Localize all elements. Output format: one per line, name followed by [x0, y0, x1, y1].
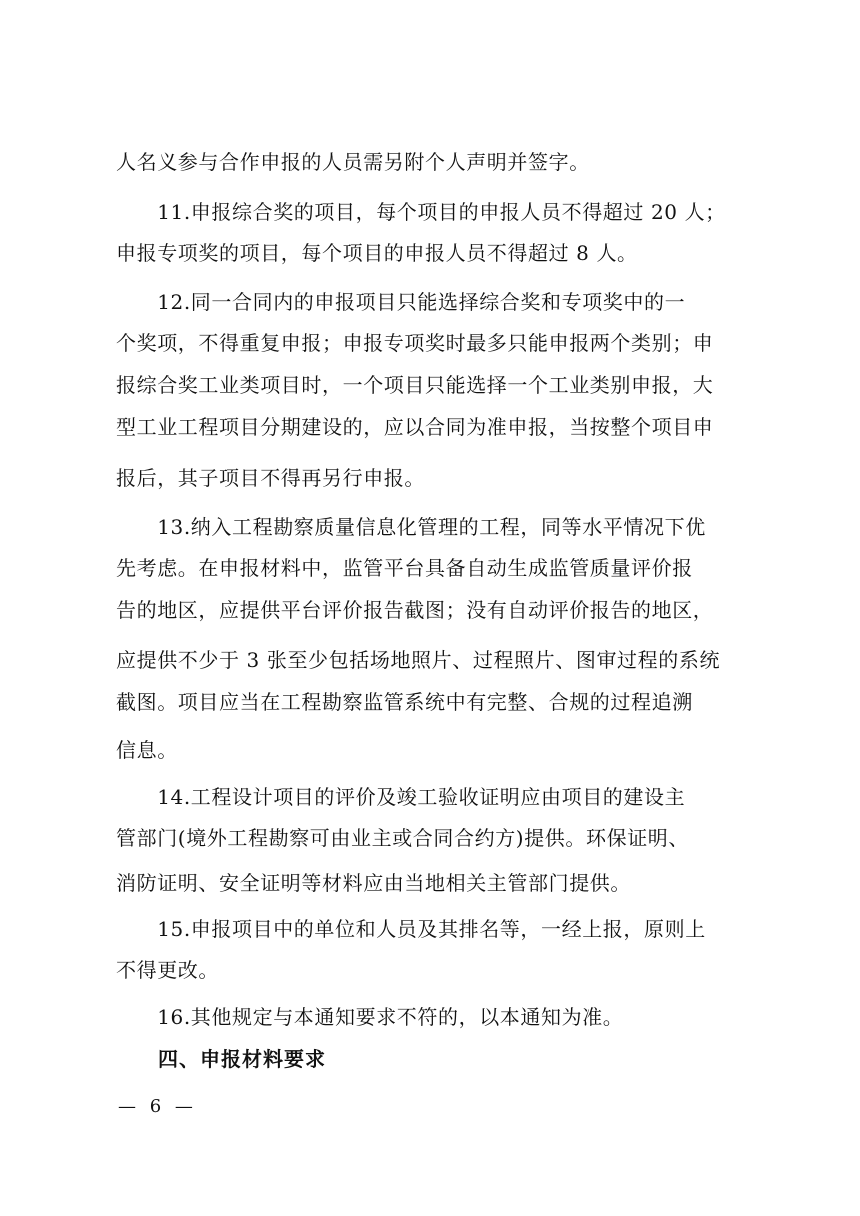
- paragraph-line: 截图。项目应当在工程勘察监管系统中有完整、合规的过程追溯: [116, 690, 693, 714]
- paragraph-line: 11.申报综合奖的项目，每个项目的申报人员不得超过 20 人；: [116, 200, 726, 224]
- paragraph-line: 不得更改。: [116, 958, 219, 982]
- paragraph-line: 报后，其子项目不得再另行申报。: [116, 466, 425, 490]
- paragraph-line: 15.申报项目中的单位和人员及其排名等，一经上报，原则上: [116, 917, 706, 941]
- paragraph-line: 14.工程设计项目的评价及竣工验收证明应由项目的建设主: [116, 785, 686, 809]
- section-heading: 四、申报材料要求: [116, 1047, 326, 1071]
- paragraph-line: 申报专项奖的项目，每个项目的申报人员不得超过 8 人。: [116, 241, 638, 265]
- paragraph-line: 管部门(境外工程勘察可由业主或合同合约方)提供。环保证明、: [116, 826, 690, 850]
- paragraph-line: 告的地区，应提供平台评价报告截图；没有自动评价报告的地区，: [116, 598, 714, 622]
- paragraph-line: 信息。: [116, 738, 178, 762]
- paragraph-line: 应提供不少于 3 张至少包括场地照片、过程照片、图审过程的系统: [116, 648, 721, 672]
- paragraph-line: 12.同一合同内的申报项目只能选择综合奖和专项奖中的一: [116, 290, 686, 314]
- paragraph-line: 个奖项，不得重复申报；申报专项奖时最多只能申报两个类别；申: [116, 331, 714, 355]
- paragraph-line: 16.其他规定与本通知要求不符的，以本通知为准。: [116, 1005, 624, 1029]
- paragraph-line: 报综合奖工业类项目时，一个项目只能选择一个工业类别申报，大: [116, 373, 714, 397]
- paragraph-line: 型工业工程项目分期建设的，应以合同为准申报，当按整个项目申: [116, 415, 714, 439]
- paragraph-line: 人名义参与合作申报的人员需另附个人声明并签字。: [116, 150, 590, 174]
- page-number: — 6 —: [118, 1096, 197, 1117]
- paragraph-line: 消防证明、安全证明等材料应由当地相关主管部门提供。: [116, 871, 631, 895]
- paragraph-line: 13.纳入工程勘察质量信息化管理的工程，同等水平情况下优: [116, 515, 706, 539]
- paragraph-line: 先考虑。在申报材料中，监管平台具备自动生成监管质量评价报: [116, 556, 693, 580]
